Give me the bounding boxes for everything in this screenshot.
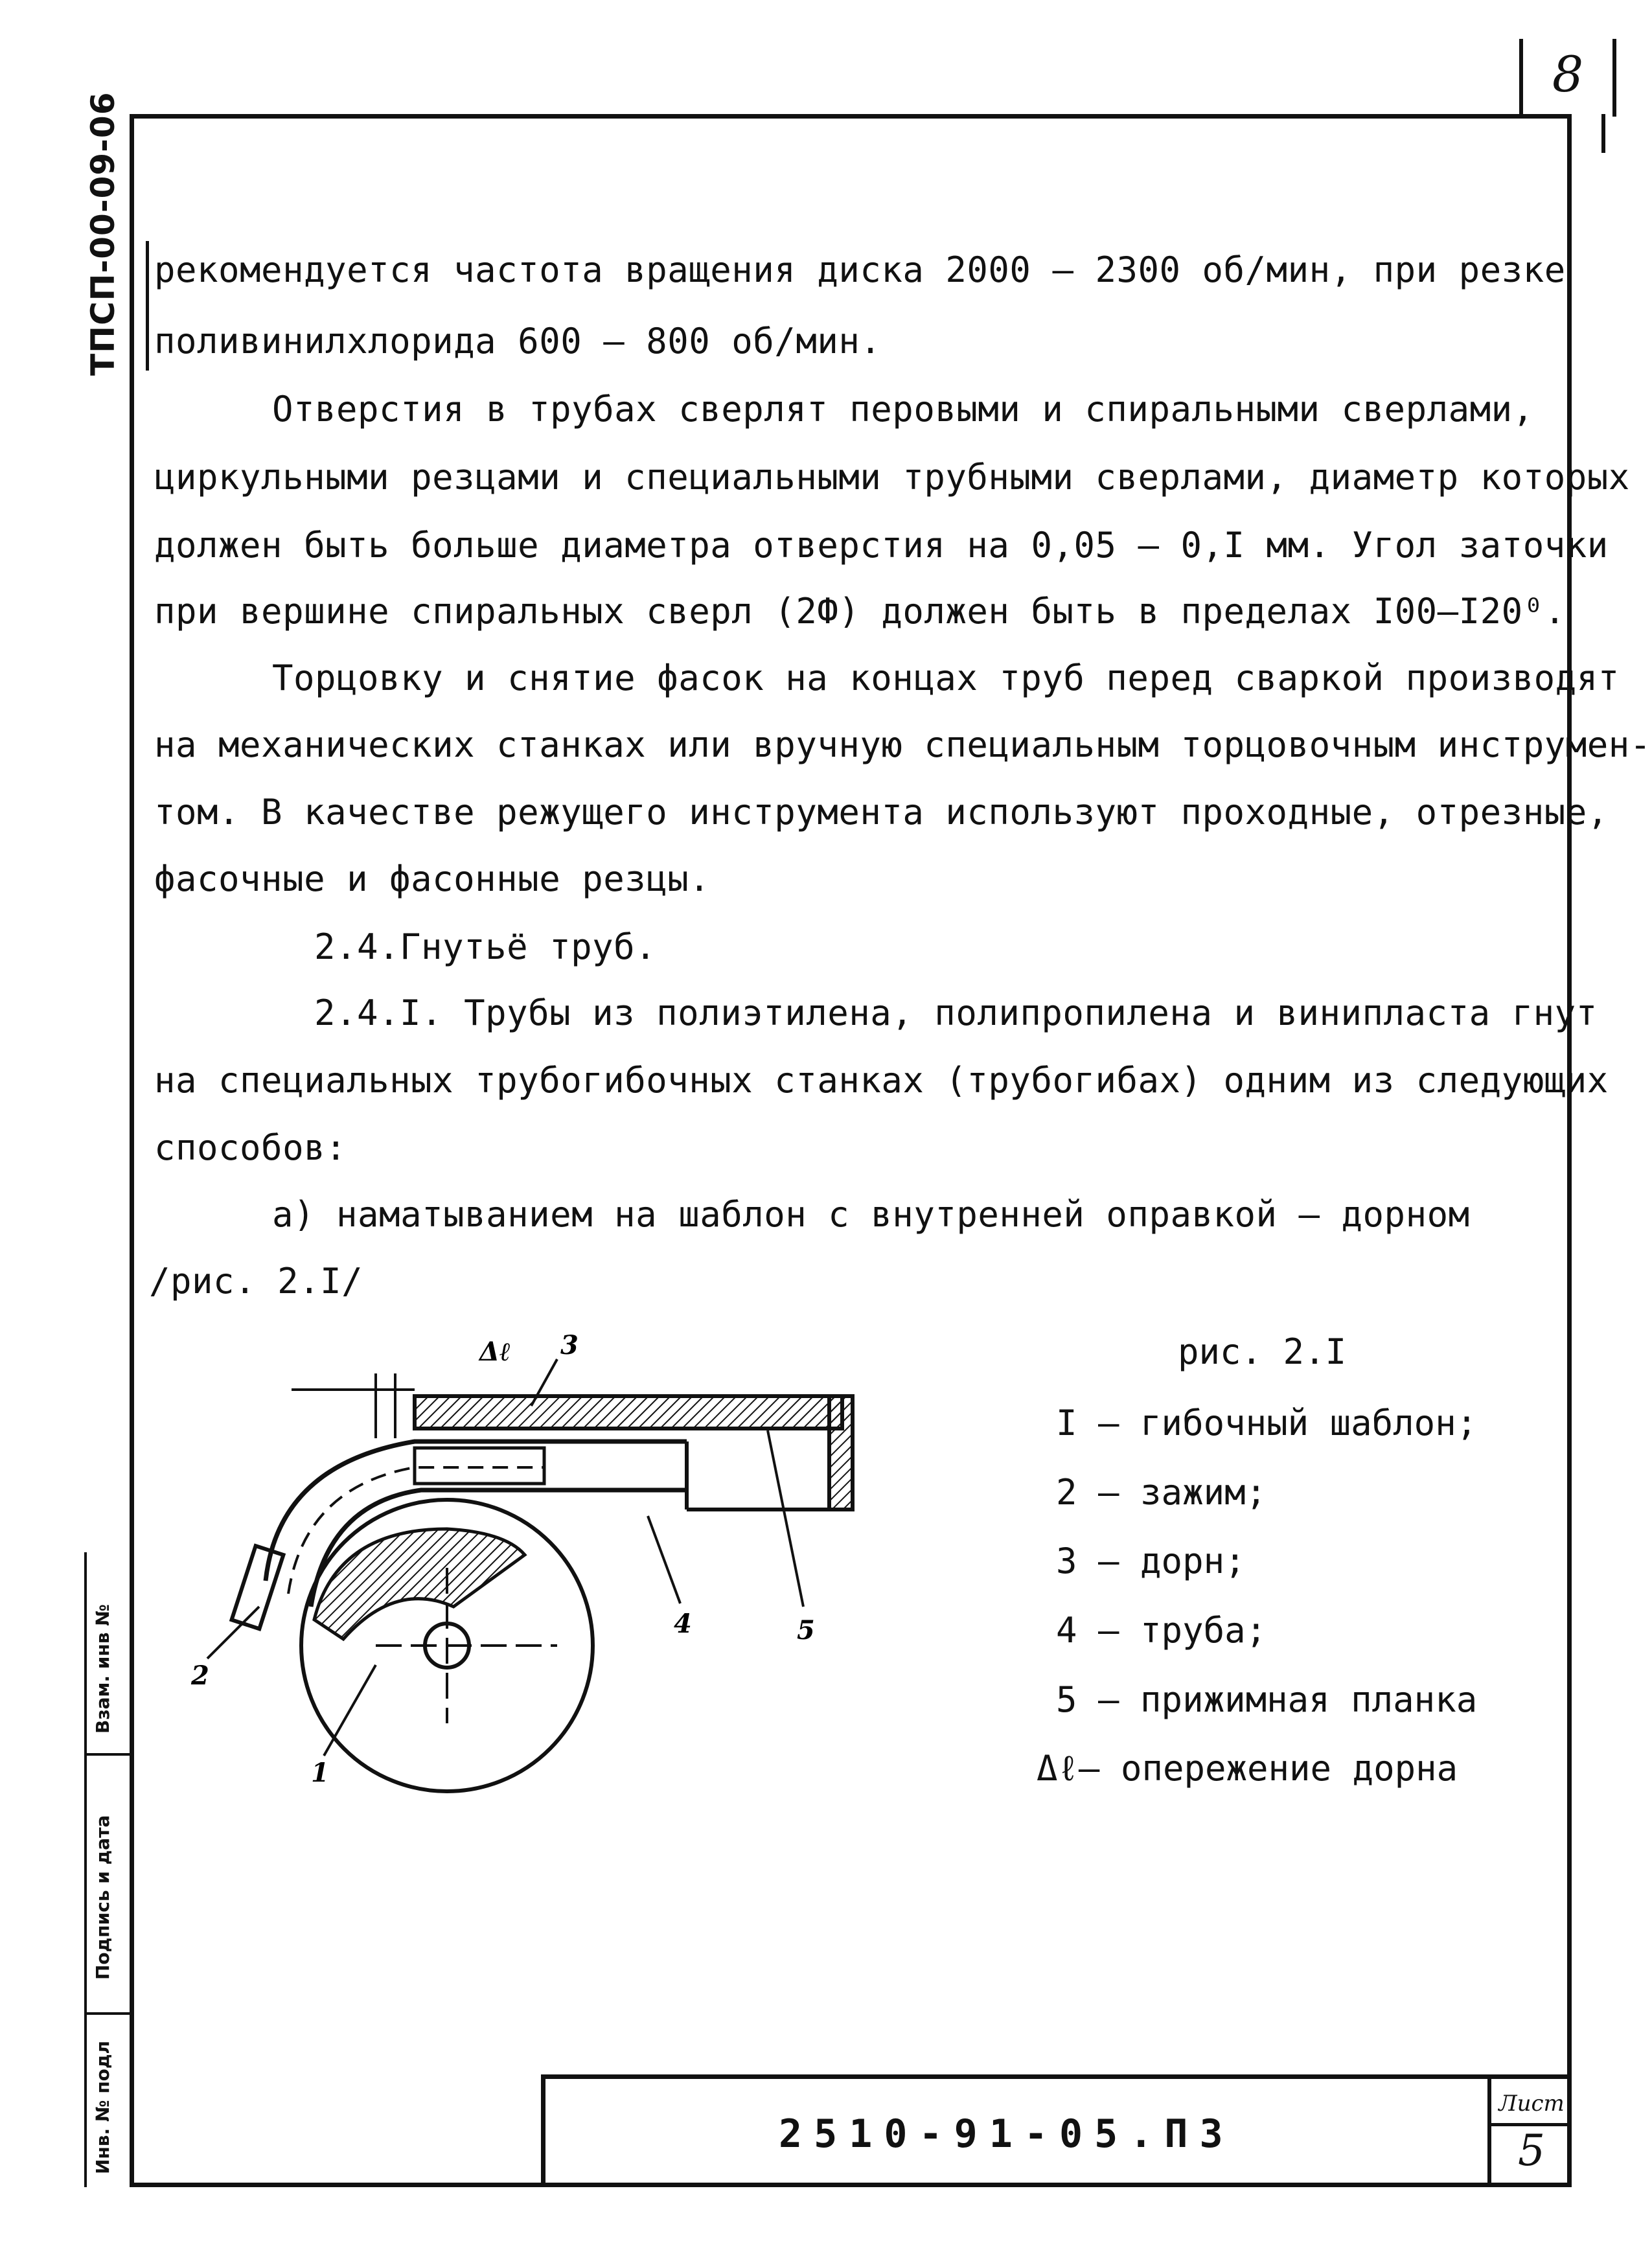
label-5: 5	[797, 1615, 815, 1646]
legend-item-5: 5 – прижимная планка	[1056, 1679, 1478, 1720]
label-3: 3	[560, 1335, 579, 1360]
corner-page-number-box	[1519, 39, 1616, 117]
legend-item-4: 4 – труба;	[1056, 1610, 1267, 1651]
pipe-bending-figure	[181, 1335, 926, 1827]
body-line-14: способов:	[154, 1127, 347, 1168]
body-line-15: а) наматыванием на шаблон с внутренней оправкой – дорном	[272, 1194, 1470, 1235]
side-stamp	[39, 1552, 130, 2187]
body-line-10: фасочные и фасонные резцы.	[154, 858, 711, 899]
sheet-cell	[1487, 2079, 1572, 2187]
body-line-8: на механических станках или вручную специальным торцовочным инструмен-	[154, 724, 1651, 765]
body-line-9: том. В качестве режущего инструмента используют проходные, отрезные,	[154, 792, 1609, 832]
body-line-1: рекомендуется частота вращения диска 2000 – 2300 об/мин, при резке	[154, 249, 1566, 290]
side-label-podpis: Подпись и дата	[92, 1815, 113, 1980]
pressure-bar	[415, 1396, 842, 1429]
side-stamp-row-line	[84, 1753, 130, 1756]
side-label-vzam: Взам. инв №	[92, 1604, 113, 1734]
side-stamp-divider	[84, 1552, 87, 2187]
sheet-label: Лист	[1491, 2084, 1572, 2126]
body-line-3: Отверстия в трубах сверлят перовыми и спиральными сверлами,	[272, 389, 1534, 430]
label-dl: Δℓ	[479, 1337, 511, 1367]
legend-item-6: Δℓ– опережение дорна	[1037, 1748, 1458, 1789]
side-label-inv: Инв. № подл	[92, 2040, 113, 2174]
margin-bar	[146, 241, 149, 371]
body-line-2: поливинилхлорида 600 – 800 об/мин.	[154, 321, 882, 362]
label-2: 2	[191, 1660, 209, 1691]
body-line-12: 2.4.I. Трубы из полиэтилена, полипропилена и винипласта гнут	[314, 993, 1598, 1033]
body-line-16: /рис. 2.I/	[149, 1261, 363, 1302]
legend-item-3: 3 – дорн;	[1056, 1541, 1246, 1581]
side-stamp-row-line	[84, 2012, 130, 2015]
body-line-4: циркульными резцами и специальными трубными сверлами, диаметр которых	[154, 457, 1630, 498]
title-block	[541, 2074, 1572, 2187]
sheet-number: 5	[1518, 2126, 1545, 2175]
hatched-sector	[314, 1529, 525, 1639]
label-1: 1	[311, 1758, 329, 1788]
body-line-6: при вершине спиральных сверл (2Ф) должен быть в пределах I00–I20⁰.	[154, 591, 1566, 632]
corner-page-number: 8	[1552, 45, 1584, 103]
label-4: 4	[674, 1609, 692, 1639]
body-line-13: на специальных трубогибочных станках (трубогибах) одним из следующих	[154, 1060, 1609, 1101]
legend-item-2: 2 – зажим;	[1056, 1472, 1267, 1513]
body-line-7: Торцовку и снятие фасок на концах труб перед сваркой производят	[272, 658, 1620, 698]
frame-tick	[1601, 114, 1605, 153]
mandrel	[415, 1448, 544, 1484]
clamp	[232, 1546, 284, 1629]
legend-item-1: I – гибочный шаблон;	[1056, 1403, 1478, 1443]
figure-caption: рис. 2.I	[1178, 1331, 1347, 1372]
document-side-code: ТПСП-00-09-06	[84, 91, 122, 376]
section-heading: 2.4.Гнутьё труб.	[314, 926, 657, 967]
document-code: 2510-91-05.ПЗ	[779, 2111, 1235, 2157]
body-line-5: должен быть больше диаметра отверстия на 0,05 – 0,I мм. Угол заточки	[154, 525, 1609, 566]
